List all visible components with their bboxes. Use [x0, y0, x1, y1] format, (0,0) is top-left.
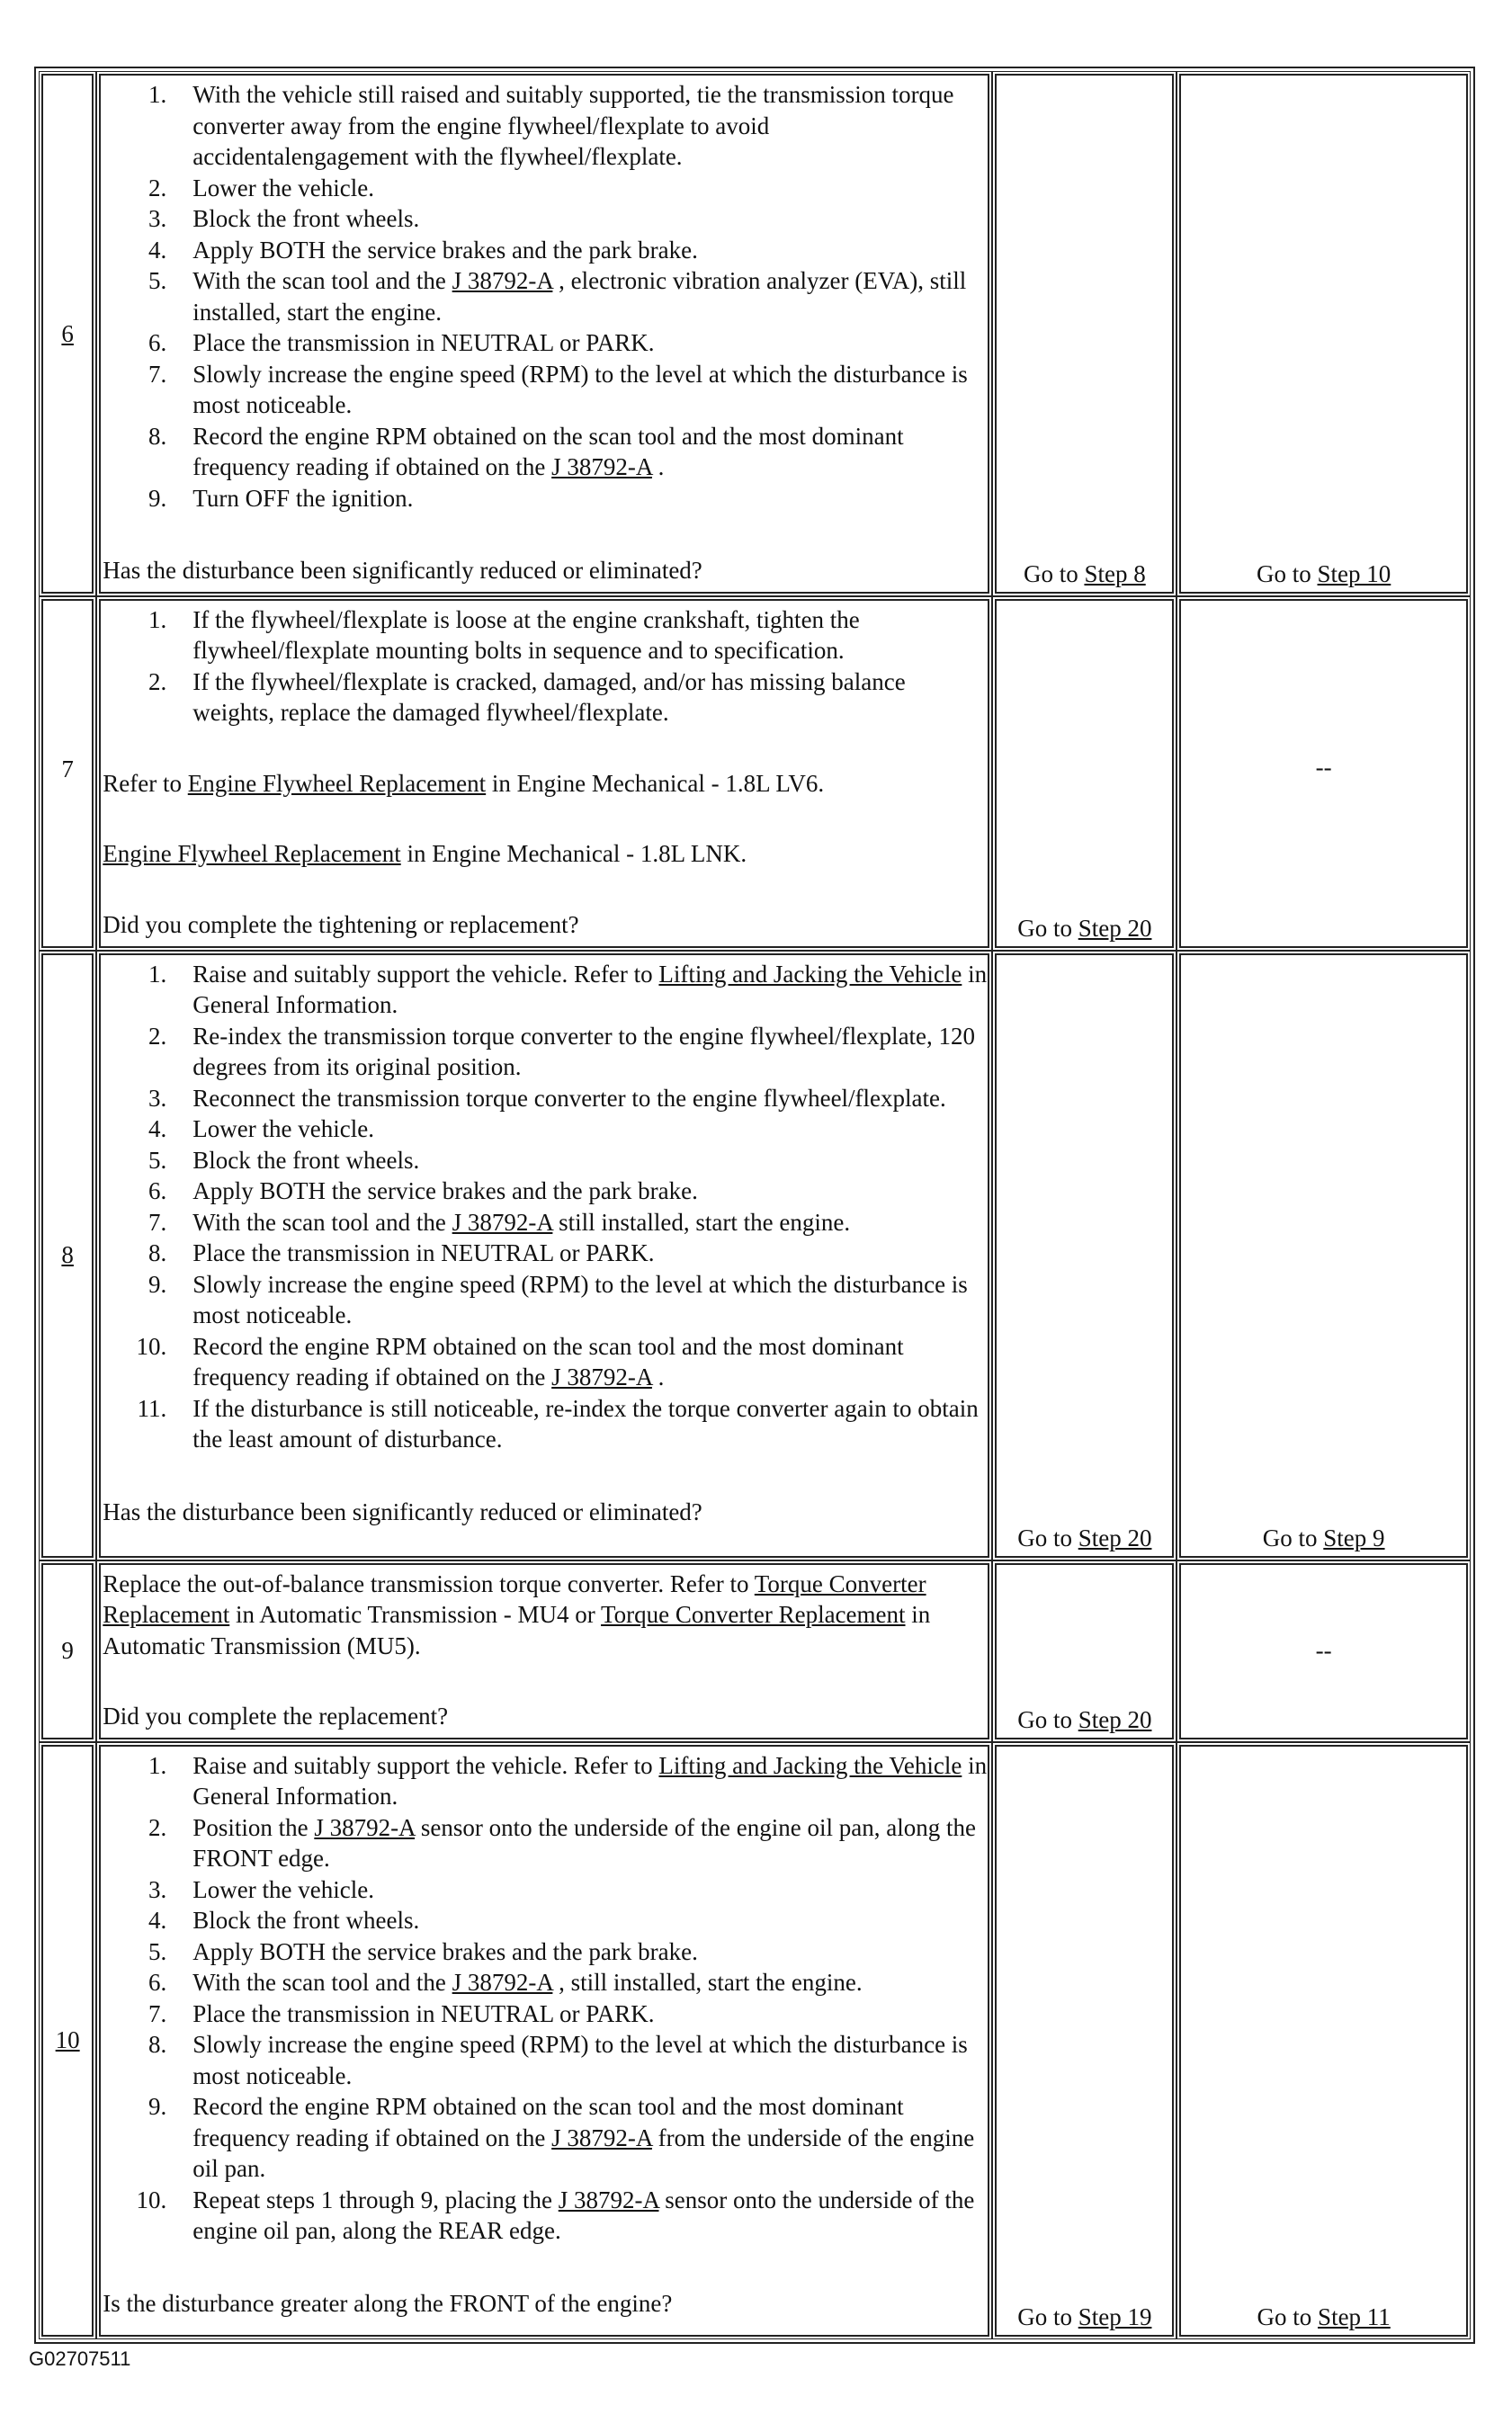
step-question: Did you complete the tightening or replacement?	[103, 910, 579, 938]
step-number-cell	[41, 1745, 94, 2337]
yes-cell: Go to Step 20	[995, 953, 1174, 1558]
tool-link[interactable]: J 38792-A	[452, 267, 553, 294]
list-item: 2. If the flywheel/flexplate is cracked, damaged, and/or has missing balance weights, replace the damaged flywheel/flexplate.	[148, 667, 906, 726]
step-number-cell: 9	[41, 1563, 94, 1739]
list-item: 8. Slowly increase the engine speed (RPM) to the level at which the disturbance is most noticeable.	[148, 2031, 968, 2089]
procedure-list	[103, 604, 988, 729]
list-item: 9. Record the engine RPM obtained on the scan tool and the most dominant frequency reading if obtained on the J 38792-A from the underside of the engine oil pan.	[148, 2093, 975, 2182]
list-item: 4. Apply BOTH the service brakes and the park brake.	[148, 236, 698, 264]
no-cell: Go to Step 9	[1179, 953, 1468, 1558]
yes-cell: Go to Step 8	[995, 74, 1174, 594]
list-item: 7. Place the transmission in NEUTRAL or PARK.	[148, 1999, 655, 2027]
step-question: Has the disturbance been significantly reduced or eliminated?	[103, 1498, 702, 1525]
goto-step-link[interactable]: Step 20	[1078, 1706, 1152, 1733]
tool-link[interactable]: J 38792-A	[558, 2186, 659, 2213]
diagnostic-table	[34, 67, 1475, 2344]
action-cell	[99, 953, 989, 1558]
reference-link[interactable]: Engine Flywheel Replacement	[103, 840, 401, 867]
list-item: 3. Block the front wheels.	[148, 205, 420, 232]
yes-cell: Go to Step 20	[995, 599, 1174, 948]
list-item: 8. Record the engine RPM obtained on the scan tool and the most dominant frequency reading if obtained on the J 38792-A .	[148, 422, 904, 480]
list-item: 1. Raise and suitably support the vehicle. Refer to Lifting and Jacking the Vehicle in General Information.	[148, 960, 988, 1018]
reference-link[interactable]: Torque Converter Replacement	[103, 1569, 926, 1628]
goto-step-link[interactable]: Step 10	[1317, 560, 1391, 587]
list-item: 5. With the scan tool and the J 38792-A , electronic vibration analyzer (EVA), still installed, start the engine.	[148, 267, 967, 326]
list-item: 1. If the flywheel/flexplate is loose at the engine crankshaft, tighten the flywheel/flexplate mounting bolts in sequence and to specification.	[148, 605, 860, 664]
table-row-step-8	[41, 953, 1468, 1558]
procedure-list	[103, 959, 988, 1455]
list-item: 10. Repeat steps 1 through 9, placing the J 38792-A sensor onto the underside of the engine oil pan, along the REAR edge.	[136, 2186, 975, 2244]
reference-text: Refer to Engine Flywheel Replacement in Engine Mechanical - 1.8L LV6.	[103, 769, 825, 797]
tool-link[interactable]: J 38792-A	[452, 1969, 553, 1996]
reference-link[interactable]: Torque Converter Replacement	[601, 1601, 906, 1628]
list-item: 6. With the scan tool and the J 38792-A , still installed, start the engine.	[148, 1969, 863, 1996]
reference-link[interactable]: Lifting and Jacking the Vehicle	[658, 1751, 962, 1779]
step-8-link[interactable]: 8	[61, 1241, 74, 1269]
list-item: 2. Lower the vehicle.	[148, 174, 374, 201]
tool-link[interactable]: J 38792-A	[551, 453, 652, 480]
list-item: 2. Re-index the transmission torque converter to the engine flywheel/flexplate, 120 degrees from its original position.	[148, 1022, 976, 1080]
step-6-link[interactable]: 6	[61, 319, 74, 347]
tool-link[interactable]: J 38792-A	[551, 2123, 652, 2151]
tool-link[interactable]: J 38792-A	[452, 1208, 553, 1236]
list-item: 3. Lower the vehicle.	[148, 1875, 374, 1903]
goto-step-link[interactable]: Step 11	[1318, 2303, 1391, 2330]
list-item: 8. Place the transmission in NEUTRAL or PARK.	[148, 1239, 655, 1266]
list-item: 2. Position the J 38792-A sensor onto the underside of the engine oil pan, along the FRONT edge.	[148, 1813, 976, 1872]
action-cell	[99, 1745, 989, 2337]
goto-step-link[interactable]: Step 20	[1078, 1524, 1152, 1551]
list-item: 5. Apply BOTH the service brakes and the park brake.	[148, 1937, 698, 1965]
no-cell: Go to Step 11	[1179, 1745, 1468, 2337]
goto-step-link[interactable]: Step 8	[1084, 560, 1146, 587]
step-number-cell	[41, 953, 94, 1558]
reference-link[interactable]: Engine Flywheel Replacement	[187, 769, 487, 797]
tool-link[interactable]: J 38792-A	[551, 1363, 652, 1390]
table-row-step-10	[41, 1745, 1468, 2337]
goto-step-link[interactable]: Step 19	[1078, 2303, 1152, 2330]
yes-cell: Go to Step 20	[995, 1563, 1174, 1739]
action-cell	[99, 1563, 989, 1739]
table-row-step-9	[41, 1563, 1468, 1739]
list-item: 9. Slowly increase the engine speed (RPM) to the level at which the disturbance is most noticeable.	[148, 1270, 968, 1328]
list-item: 7. With the scan tool and the J 38792-A still installed, start the engine.	[148, 1208, 851, 1236]
action-cell	[99, 599, 989, 948]
list-item: 6. Place the transmission in NEUTRAL or PARK.	[148, 329, 655, 356]
reference-link[interactable]: Lifting and Jacking the Vehicle	[658, 960, 962, 988]
yes-cell: Go to Step 19	[995, 1745, 1174, 2337]
instruction-text: Replace the out-of-balance transmission torque converter. Refer to Torque Converter Replacement in Automatic Transmission - MU4 or Torque Converter Replacement in Automatic Transmission (MU5).	[103, 1569, 931, 1659]
procedure-list	[103, 1750, 988, 2247]
list-item: 11. If the disturbance is still noticeable, re-index the torque converter again to obtain the least amount of disturbance.	[137, 1394, 979, 1453]
list-item: 6. Apply BOTH the service brakes and the park brake.	[148, 1177, 698, 1204]
step-number-cell: 7	[41, 599, 94, 948]
figure-id-label: G02707511	[29, 2347, 131, 2370]
list-item: 5. Block the front wheels.	[148, 1146, 420, 1174]
step-number-cell	[41, 74, 94, 594]
no-cell: Go to Step 10	[1179, 74, 1468, 594]
procedure-list	[103, 79, 988, 514]
list-item: 10. Record the engine RPM obtained on the scan tool and the most dominant frequency reading if obtained on the J 38792-A .	[136, 1332, 904, 1390]
no-cell: --	[1179, 599, 1468, 948]
reference-text: Engine Flywheel Replacement in Engine Mechanical - 1.8L LNK.	[103, 840, 747, 867]
no-cell: --	[1179, 1563, 1468, 1739]
list-item: 4. Lower the vehicle.	[148, 1115, 374, 1142]
table-row-step-7	[41, 599, 1468, 948]
goto-step-link[interactable]: Step 9	[1323, 1524, 1385, 1551]
list-item: 1. With the vehicle still raised and suitably supported, tie the transmission torque converter away from the engine flywheel/flexplate to avoid accidentalengagement with the flywheel/flexplate.	[148, 81, 954, 170]
list-item: 3. Reconnect the transmission torque converter to the engine flywheel/flexplate.	[148, 1084, 946, 1112]
list-item: 1. Raise and suitably support the vehicle. Refer to Lifting and Jacking the Vehicle in General Information.	[148, 1751, 988, 1810]
list-item: 4. Block the front wheels.	[148, 1907, 420, 1934]
list-item: 7. Slowly increase the engine speed (RPM) to the level at which the disturbance is most noticeable.	[148, 360, 968, 418]
step-10-link[interactable]: 10	[55, 2026, 80, 2054]
goto-step-link[interactable]: Step 20	[1078, 915, 1152, 942]
list-item: 9. Turn OFF the ignition.	[148, 484, 414, 512]
step-question: Has the disturbance been significantly reduced or eliminated?	[103, 557, 702, 584]
step-question: Is the disturbance greater along the FRONT of the engine?	[103, 2289, 673, 2317]
step-question: Did you complete the replacement?	[103, 1703, 449, 1730]
tool-link[interactable]: J 38792-A	[314, 1813, 416, 1841]
action-cell	[99, 74, 989, 594]
table-row-step-6	[41, 74, 1468, 594]
